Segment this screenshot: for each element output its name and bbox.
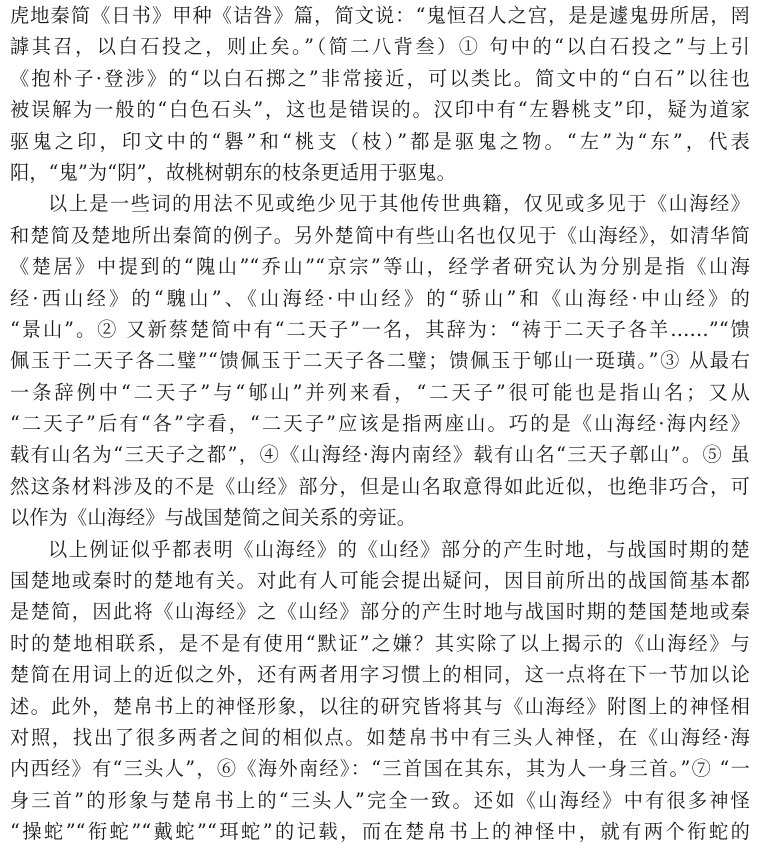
text-line: 驱鬼之印，印文中的“礜”和“桃支（枝）”都是驱鬼之物。“左”为“东”，代表	[10, 129, 750, 153]
text-line: “操蛇”“衔蛇”“戴蛇”“珥蛇”的记载，而在楚帛书上的神怪中，就有两个衔蛇的	[10, 820, 750, 844]
text-line: 然这条材料涉及的不是《山经》部分，但是山名取意得如此近似，也绝非巧合，可	[10, 474, 750, 498]
paragraph-2	[10, 188, 750, 533]
text-line: 虎地秦简《日书》甲种《诘咎》篇，简文说：“鬼恒召人之宫，是是遽鬼毋所居，罔	[10, 4, 750, 27]
paragraph-1	[10, 0, 750, 188]
text-line: 一条辞例中“二天子”与“郇山”并列来看，“二天子”很可能也是指山名；又从	[10, 380, 750, 404]
text-line: 謼其召，以白石投之，则止矣。”（简二八背叁）① 句中的“以白石投之”与上引	[10, 35, 750, 59]
text-line: “二天子”后有“各”字看，“二天子”应该是指两座山。巧的是《山海经·海内经》	[10, 412, 750, 436]
text-line: 佩玉于二天子各二璧”“馈佩玉于二天子各二璧；馈佩玉于郇山一珽璜。”③ 从最右	[10, 349, 750, 373]
text-line: 被误解为一般的“白色石头”，这也是错误的。汉印中有“左礜桃支”印，疑为道家	[10, 98, 750, 122]
paragraph-3	[10, 534, 750, 848]
text-line: 《抱朴子·登涉》的“以白石掷之”非常接近，可以类比。简文中的“白石”以往也	[10, 66, 750, 90]
text-line: 是楚简，因此将《山海经》之《山经》部分的产生时地与战国时期的楚国楚地或秦	[10, 600, 750, 624]
text-line: 以上例证似乎都表明《山海经》的《山经》部分的产生时地，与战国时期的楚	[48, 537, 750, 561]
text-line: 载有山名为“三天子之都”，④《山海经·海内南经》载有山名“三天子鄣山”。⑤ 虽	[10, 443, 750, 467]
text-line: 国楚地或秦时的楚地有关。对此有人可能会提出疑问，因目前所出的战国简基本都	[10, 569, 750, 593]
text-line: 经·西山经》的“騩山”、《山海经·中山经》的“骄山”和《山海经·中山经》的	[10, 286, 750, 310]
text-line: 对照，找出了很多两者之间的相似点。如楚帛书中有三头人神怪，在《山海经·海	[10, 725, 750, 749]
text-line: 时的楚地相联系，是不是有使用“默证”之嫌？其实除了以上揭示的《山海经》与	[10, 631, 750, 655]
text-line: 《楚居》中提到的“隗山”“乔山”“京宗”等山，经学者研究认为分别是指《山海	[10, 255, 750, 279]
text-line: 和楚简及楚地所出秦简的例子。另外楚简中有些山名也仅见于《山海经》，如清华简	[10, 223, 750, 247]
text-line: 述。此外，楚帛书上的神怪形象，以往的研究皆将其与《山海经》附图上的神怪相	[10, 694, 750, 718]
text-line: 内西经》有“三头人”，⑥《海外南经》：“三首国在其东，其为人一身三首。”⑦ “一	[10, 757, 750, 781]
text-line: 阳，“鬼”为“阴”，故桃树朝东的枝条更适用于驱鬼。	[10, 160, 456, 184]
text-line: “景山”。② 又新蔡楚简中有“二天子”一名，其辞为：“祷于二天子各羊……”“馈	[10, 317, 750, 341]
document-page	[10, 0, 750, 848]
text-line: 以作为《山海经》与战国楚简之间关系的旁证。	[10, 506, 417, 530]
text-line: 身三首”的形象与楚帛书上的“三头人”完全一致。还如《山海经》中有很多神怪	[10, 788, 750, 812]
text-line: 楚简在用词上的近似之外，还有两者用字习惯上的相同，这一点将在下一节加以论	[10, 663, 750, 687]
text-line: 以上是一些词的用法不见或绝少见于其他传世典籍，仅见或多见于《山海经》	[48, 192, 750, 216]
